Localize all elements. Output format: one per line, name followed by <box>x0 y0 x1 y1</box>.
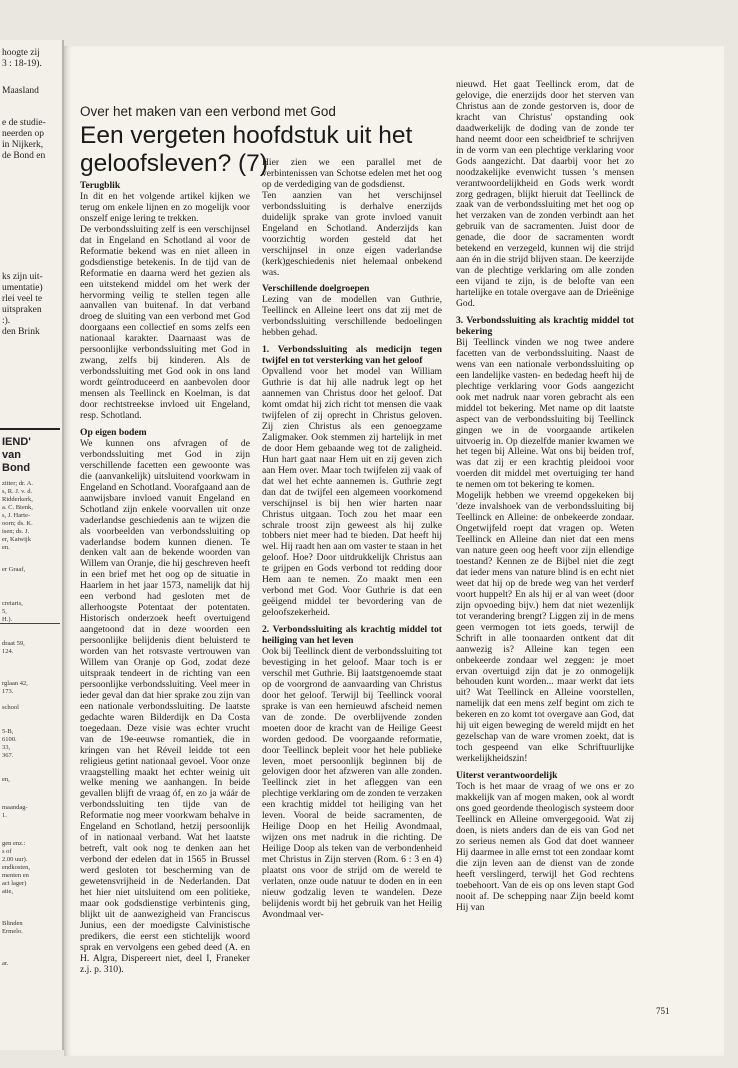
colophon-line: isen; ds. J. <box>2 528 30 535</box>
prev-page-line: hoogte zij <box>2 48 40 58</box>
colophon-line: rglaan 42, <box>2 680 28 687</box>
prev-page-line: Maasland <box>2 86 39 96</box>
paragraph: De verbondssluiting zelf is een verschijnsel dat in Engeland en Schotland al voor de Reformatie bekend was en niet alleen in godsdienstige betekenis. In de tijd van de Reformatie en daarna werd het gezien als een uitstekend middel om het werk der hervorming veilig te stellen tegen alle aanvallen van buitenaf. In dat verband droeg de sluiting van een verbond met God doorgaans een collectief en soms zelfs een nationaal karakter. Daarnaast was de persoonlijke verbondssluiting met God in zwang, zelfs bij kinderen. Als de verbondssluiting met God ook in ons land wordt geïntroduceerd en aanbevolen door mensen als Teellinck en Koelman, is dat door rechtstreekse invloed uit Engeland, resp. Schotland. <box>80 223 250 422</box>
paragraph: Ten aanzien van het verschijnsel verbondssluiting is derhalve enerzijds duidelijk sprake van grote invloed vanuit Engeland en Schotland. Anderzijds kan voorzichtig worden gesteld dat het verschijnsel in onze eigen vaderlandse (kerk)geschiedenis niet helemaal onbekend was. <box>262 189 442 278</box>
paragraph: Bij Teellinck vinden we nog twee andere facetten van de verbondssluiting. Naast de wens van een nationale verbondssluiting op een landelijke vasten- en bededag heeft hij de plechtige verklaring voor Gods aangezicht ook met nadruk naar voren gebracht als een middel tot bekering. Met name op dit laatste aspect van de verbondssluiting bij Teellinck gingen we in de voorgaande artikelen uitvoerig in. Op diezelfde manier kwamen we het tegen bij Alleine. Wat ons bij beiden trof, was dat zij er een krachtig pleidooi voor voerden dit middel met overtuiging ter hand te nemen om tot bekering te komen. <box>456 336 634 491</box>
paragraph: Toch is het maar de vraag of we ons er zo makkelijk van af mogen maken, ook al wordt ons goed geordende theologisch systeem door Teellinck en Alleine omvergegooid. Wat zij doen, is niets anders dan de eis van God net zo serieus nemen als God dat doet wanneer Hij daarmee in alle ernst tot een zondaar komt die zijn leven aan de dienst van de zonde heeft verslingerd, terwijl het God rechtens toebehoort. Van de eis op ons leven stapt God nooit af. De schepping naar Zijn beeld komt Hij van <box>456 781 634 913</box>
colophon-line: maandag- <box>2 804 28 811</box>
article-page <box>64 46 724 1056</box>
colophon-line: endkosten, <box>2 864 30 871</box>
prev-page-line: uitspraken <box>2 305 42 315</box>
section-heading: 1. Verbondssluiting als medicijn tegen twijfel en tot versterking van het geloof <box>262 344 442 367</box>
section-heading: Op eigen bodem <box>80 426 147 438</box>
paragraph: We kunnen ons afvragen of de verbondssluiting met God in zijn verschillende facetten een gewoonte was die (aanvankelijk) uitsluitend voorkwam in Engeland en Schotland. Voorafgaand aan de aanwijsbare invloed vanuit Engeland en Schotland zijn enkele voorvallen uit onze vaderlandse geschiedenis aan te wijzen die als voorbeelden van verbondssluiting op vaderlandse bodem kunnen dienen. Te denken valt aan de bekende woorden van Willem van Oranje, die hij geschreven heeft in een brief met het oog op de situatie in Haarlem in het jaar 1573, namelijk dat hij een verbond had gesloten met de allerhoogste Potentaat der potentaten. Historisch onderzoek heeft overtuigend aangetoond dat in deze woorden een persoonlijke belijdenis dient beluisterd te worden van het rotsvaste vertrouwen van Willem van Oranje op God, zodat deze uitspraak tendeert in de richting van een persoonlijke verbondssluiting. Veel meer in ieder geval dan dat hier sprake zou zijn van een nationale verbondssluiting. De laatste gedachte waren Bilderdijk en Da Costa toegedaan. Deze visie was echter vrucht van de 19e-eeuwse romantiek, die in kringen van het Réveil leidde tot een religieus getint nationaal gevoel. Voor onze vraagstelling maakt het echter weinig uit welke mening we aanhangen. In beide gevallen blijft de vraag óf, en zo ja wáár de verbondssluiting ten tijde van de Reformatie nog meer voorkwam behalve in Engeland en Schotland, hetzij persoonlijk of in nationaal verband. Wat het laatste betreft, valt ook nog te denken aan het verbond der edelen dat in 1565 in Brussel werd gesloten tot bescherming van de gewetensvrijheid in de Nederlanden. Dat het hier niet uitsluitend om een politieke, maar ook godsdienstige verbintenis ging, blijkt uit de aanwezigheid van Franciscus Junius, een der moedigste Calvinistische predikers, die eerst een stichtelijk woord sprak en vervolgens een gebed deed (A. en H. Algra, Dispereert niet, deel I, Franeker z.j. p. 310). <box>80 437 250 975</box>
prev-page-line: rlei veel te <box>2 294 43 304</box>
previous-page-strip <box>0 40 64 1050</box>
prev-page-line: de Bond en <box>2 151 46 161</box>
colophon-heading: IEND' <box>2 436 31 448</box>
prev-page-line: e de studie- <box>2 118 46 128</box>
prev-page-line: 3 : 18-19). <box>2 59 42 69</box>
colophon-line: ar. <box>2 960 9 967</box>
colophon-line: Ridderkerk, <box>2 496 33 503</box>
colophon-line: atie, <box>2 888 14 895</box>
page-number: 751 <box>656 1006 670 1016</box>
colophon-line: H.). <box>2 616 13 623</box>
colophon-line: gen enz.: <box>2 840 26 847</box>
section-heading: 3. Verbondssluiting als krachtig middel tot bekering <box>456 315 634 337</box>
article-kicker: Over het maken van een verbond met God <box>80 104 336 119</box>
colophon-line: 6100. <box>2 736 17 743</box>
article-column-3 <box>456 80 634 913</box>
paragraph: Hier zien we een parallel met de verbintenissen van Schotse edelen met het oog op de verdediging van de godsdienst. <box>262 157 442 190</box>
paragraph: nieuwd. Het gaat Teellinck erom, dat de gelovige, die enerzijds door het sterven van Christus aan de zonde gestorven is, door de kracht van Christus' opstanding ook daadwerkelijk de doding van de zonde ter hand neemt door een scheidbrief te schrijven in de vorm van een plechtige verklaring voor Gods aangezicht. Dat daarbij voor het zo noodzakelijke evenwicht tussen 's mensen verantwoordelijkheid en Gods werk wordt zorg gedragen, blijkt hieruit dat Teellinck de zaak van de verbondssluiting met het oog op het verzaken van de zonden verbindt aan het gebruik van de sacramenten. Juist door de genade, die door de sacramenten wordt betekend en verzegeld, kunnen wij die strijd aan én in die strijd blijven staan. De keerzijde van de plechtige verklaring om alle zonden een vijand te zijn, is de belofte van een hartelijke en totale overgave aan de Drieënige God. <box>456 79 634 310</box>
section-heading: Terugblik <box>80 180 121 191</box>
colophon-line: act lager) <box>2 880 27 887</box>
colophon-line: 5-B, <box>2 728 14 735</box>
paragraph: In dit en het volgende artikel kijken we terug om enkele lijnen en zo mogelijk voor onszelf enige lering te trekken. <box>80 190 250 224</box>
colophon-line: school <box>2 704 19 711</box>
paragraph: Mogelijk hebben we vreemd opgekeken bij 'deze invalshoek van de verbondssluiting bij Teellinck en Alleine: de onbekeerde zondaar. Ongetwijfeld roept dat vragen op. Weten Teellinck en Alleine dan niet dat een mens van nature geen oog heeft voor zijn ellendige toestand? Kennen ze de Bijbel niet die zegt dat ieder mens van nature blind is en echt niet weet dat hij op de brede weg van het verderf voort huppelt? En als hij er al van weet (door zijn opvoeding bijv.) hem dat niet wezenlijk tot verandering brengt? Liggen zij in de mens geen vermogen tot iets goeds, terwijl de Schrift in alle toonaarden ontkent dat dit aanwezig is? Alleine kan tegen een onbekeerde zondaar wel zeggen: je moet ervan overtuigd zijn dat je zo onmogelijk behouden kunt worden... maar werkt dat iets uit? Wat Teellinck en Alleine voorstellen, namelijk dat een mens zelf begint om zich te bekeren en zo komt tot overgave aan God, dat hij uit eigen beweging de wereld mijdt en het gezelschap van de ware vromen zoekt, dat is toch gespeend van elke Schriftuurlijke werkelijkheidszin! <box>456 490 634 765</box>
colophon-heading: Bond <box>2 462 31 474</box>
colophon-line: oorn; ds. K. <box>2 520 33 527</box>
article-title: Een vergeten hoofdstuk uit het geloofsleven? (7) <box>80 122 413 177</box>
paragraph: Lezing van de modellen van Guthrie, Teellinck en Alleine leert ons dat zij met de verbondssluiting verschillende bedoelingen hebben gehad. <box>262 294 442 339</box>
prev-page-line: ks zijn uit- <box>2 272 43 282</box>
colophon-line: Blinden <box>2 920 23 927</box>
section-heading: 2. Verbondssluiting als krachtig middel tot heiliging van het leven <box>262 624 442 647</box>
colophon-line: 5, <box>2 608 7 615</box>
colophon-line: 1. <box>2 812 7 819</box>
colophon-line: s of <box>2 848 12 855</box>
colophon-line: en. <box>2 544 10 551</box>
colophon-line: en, <box>2 776 10 783</box>
colophon-line: er, Katwijk <box>2 536 31 543</box>
prev-page-line: den Brink <box>2 327 40 337</box>
section-heading: Verschillende doelgroepen <box>262 283 370 295</box>
colophon-line: s, J. Harte- <box>2 512 31 519</box>
colophon-line: s, R. J. v. d. <box>2 488 33 495</box>
colophon-line: cretaris, <box>2 600 23 607</box>
prev-page-line: umentatie) <box>2 283 43 293</box>
paragraph: Ook bij Teellinck dient de verbondssluiting tot bevestiging in het geloof. Maar toch is er verschil met Guthrie. Bij laatstgenoemde staat op de voorgrond de aanvaarding van Christus door het geloof. Terwijl bij Teellinck vooral sprake is van een hernieuwd afscheid nemen van de zonde. De overblijvende zonden moeten door de kracht van de Heilige Geest worden gedood. De voorgaande reformatie, door Teellinck bepleit voor het hele publieke leven, moet persoonlijk beginnen bij de gelovigen door het afzweren van alle zonden. Teellinck ziet in het afleggen van een plechtige verklaring om de zonden te verzaken een krachtig middel tot heiliging van het leven. Vooral de beide sacramenten, de Heilige Doop en het Heilig Avondmaal, wijzen ons met nadruk in die richting. De Heilige Doop als teken van de verbondenheid met Christus in Zijn sterven (Rom. 6 : 3 en 4) plaatst ons voor de strijd om de wereld te verlaten, onze oude natuur te doden en in een nieuw godzalig leven te wandelen. Deze belijdenis wordt bij het gebruik van het Heilig Avondmaal ver- <box>262 645 442 920</box>
section-heading: Uiterst verantwoordelijk <box>456 770 558 782</box>
colophon-line: er Graaf, <box>2 566 26 573</box>
colophon-line: draat 59, <box>2 640 25 647</box>
colophon-line: 33, <box>2 744 11 751</box>
prev-page-line: in Nijkerk, <box>2 140 44 150</box>
colophon-line: menten en <box>2 872 29 879</box>
colophon-line: 2.00 uur). <box>2 856 28 863</box>
colophon-heading: van <box>2 449 21 461</box>
colophon-line: 367. <box>2 752 14 759</box>
colophon-line: zitter; dr. A. <box>2 480 34 487</box>
prev-page-line: :). <box>2 316 11 326</box>
colophon-line: Ermelo. <box>2 928 23 935</box>
prev-page-line: neerden op <box>2 129 44 139</box>
colophon-line: 173. <box>2 688 14 695</box>
article-column-2 <box>262 158 442 921</box>
colophon-line: a. C. Bienk, <box>2 504 33 511</box>
paragraph: Opvallend voor het model van William Guthrie is dat hij alle nadruk legt op het aannemen van Christus door het geloof. Dat komt omdat hij zich richt tot mensen die vaak twijfelen of zij oprecht in Christus geloven. Zij zien Christus als een genoegzame Zaligmaker. Ook stemmen zij hartelijk in met de door Hem gebaande weg tot de zaligheid. Hun hart gaat naar Hem uit en zij geven zich aan Hem over. Maar toch twijfelen zij vaak of dat wel het echte aannemen is. Guthrie zegt dan dat de twijfel een algemeen voorkomend verschijnsel is bij hen wier harten naar Christus uitgaan. Toch zou het maar een schrale troost zijn geweest als hij zulke tobbers niet meer had te bieden. Dat heeft hij wel. Hij raadt hen aan om vaster te staan in het geloof. Hoe? Door uitdrukkelijk Christus aan te grijpen en Gods verbond tot redding door Hem aan te nemen. Zo maakt men een verbond met God. Voor Guthrie is dat een geëigend middel ter bevordering van de geloofszekerheid. <box>262 366 442 619</box>
colophon-line: 124. <box>2 648 14 655</box>
article-column-1 <box>80 181 250 976</box>
